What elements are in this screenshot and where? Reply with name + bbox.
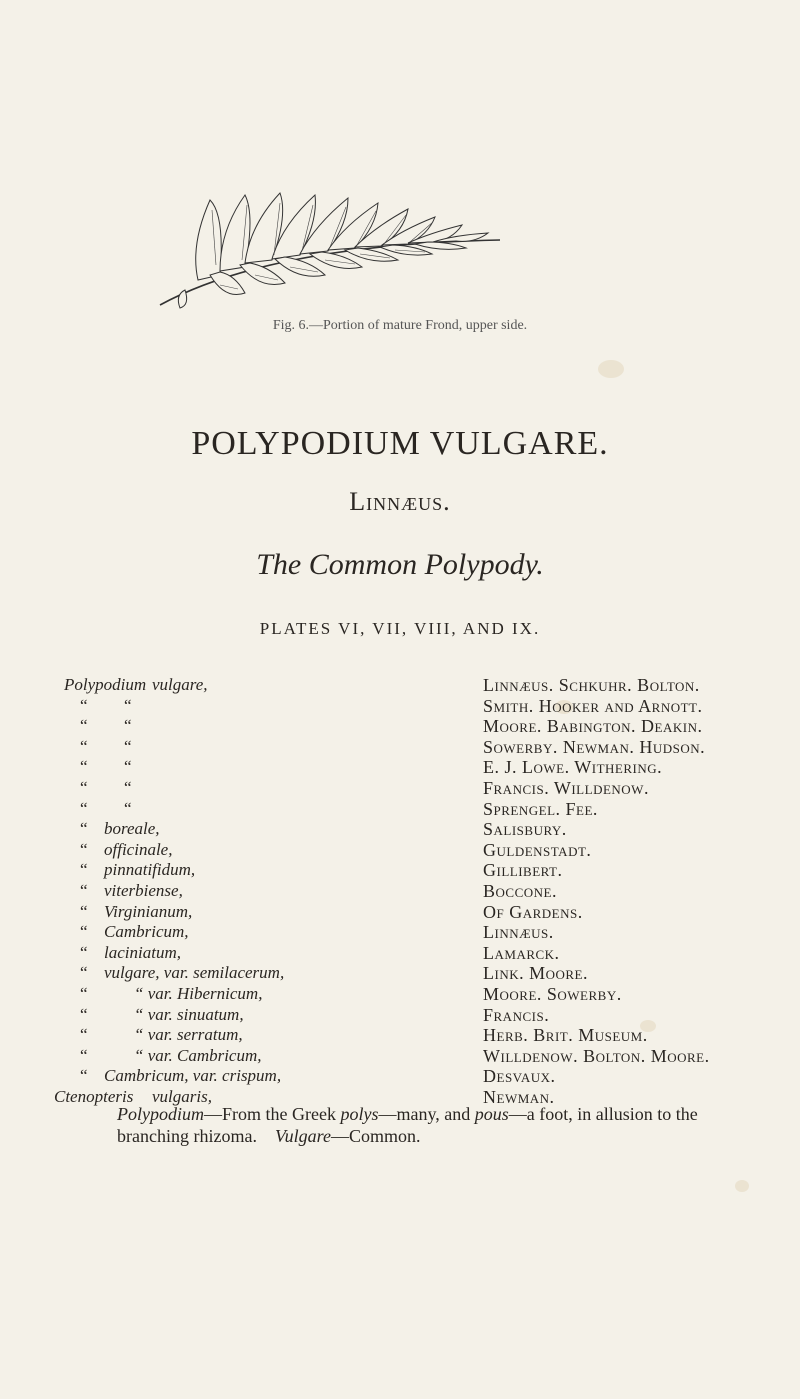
paper-stain [735,1180,749,1192]
synonym-name: boreale, [104,819,160,839]
synonym-authority: Guldenstadt. [483,839,592,860]
ditto-mark: “ [80,695,88,715]
ditto-mark: “ [80,963,88,983]
synonym-authority: Francis. Willdenow. [483,777,649,798]
synonym-row [0,757,800,778]
synonym-authority: Herb. Brit. Museum. [483,1025,648,1046]
synonym-name: viterbiense, [104,880,183,900]
synonym-table [0,675,800,1107]
synonym-genus: Ctenopteris [54,1086,134,1106]
ditto-mark: “ [80,1066,88,1086]
synonym-authority: E. J. Lowe. Withering. [483,757,663,778]
fern-frond-illustration [150,175,510,310]
etymology-term: Polypodium [117,1104,204,1124]
etymology-paragraph [117,1103,757,1147]
synonym-row [0,1025,800,1046]
synonym-authority: Desvaux. [483,1066,556,1087]
synonym-name: officinale, [104,839,173,859]
synonym-name: “ [124,757,132,777]
synonym-row [0,963,800,984]
ditto-mark: “ [80,1004,88,1024]
synonym-name: pinnatifidum, [104,860,196,880]
synonym-authority: Of Gardens. [483,901,583,922]
synonym-row [0,696,800,717]
ditto-mark: “ [80,798,88,818]
synonym-name: vulgare, var. semilacerum, [104,963,285,983]
synonym-authority: Lamarck. [483,942,560,963]
etymology-term: Vulgare [274,1126,331,1146]
paper-stain [598,360,624,378]
synonym-authority: Boccone. [483,880,557,901]
synonym-row [0,819,800,840]
synonym-row [0,860,800,881]
ditto-mark: “ [80,1045,88,1065]
ditto-mark: “ [80,716,88,736]
synonym-row [0,675,800,696]
author-name: Linnæus. [349,487,451,516]
synonym-row [0,1046,800,1067]
synonym-row [0,737,800,758]
synonym-row [0,922,800,943]
page-title: POLYPODIUM VULGARE. [191,425,609,462]
synonym-name: “ [124,736,132,756]
synonym-row [0,902,800,923]
synonym-authority: Linnæus. Schkuhr. Bolton. [483,675,700,695]
ditto-mark: “ [80,880,88,900]
synonym-authority: Link. Moore. [483,963,588,984]
synonym-row [0,943,800,964]
ditto-mark: “ [80,777,88,797]
ditto-mark: “ [80,757,88,777]
etymology-text: —From the Greek [204,1104,341,1124]
synonym-name: “ var. serratum, [134,1025,243,1045]
etymology-term: pous [474,1104,509,1124]
synonym-name: Virginianum, [104,901,193,921]
synonym-row [0,716,800,737]
synonym-name: “ var. Hibernicum, [134,983,263,1003]
synonym-authority: Moore. Sowerby. [483,983,622,1004]
synonym-row [0,881,800,902]
synonym-name: vulgaris, [152,1086,212,1106]
ditto-mark: “ [80,901,88,921]
synonym-row [0,778,800,799]
synonym-name: laciniatum, [104,942,181,962]
ditto-mark: “ [80,1025,88,1045]
ditto-mark: “ [80,942,88,962]
ditto-mark: “ [80,983,88,1003]
synonym-authority: Willdenow. Bolton. Moore. [483,1045,710,1066]
ditto-mark: “ [80,860,88,880]
ditto-mark: “ [80,839,88,859]
synonym-authority: Moore. Babington. Deakin. [483,716,703,737]
ditto-mark: “ [80,922,88,942]
synonym-authority: Sowerby. Newman. Hudson. [483,736,706,757]
synonym-name: “ [124,798,132,818]
synonym-authority: Salisbury. [483,819,567,840]
synonym-authority: Smith. Hooker and Arnott. [483,695,703,716]
synonym-row [0,1066,800,1087]
figure-caption: Fig. 6.—Portion of mature Frond, upper side. [272,318,528,333]
etymology-text: —many, and [378,1104,475,1124]
synonym-name: Cambricum, [104,922,189,942]
synonym-authority: Gillibert. [483,860,563,881]
etymology-text: —Common. [330,1126,421,1146]
synonym-name: “ [124,777,132,797]
ditto-mark: “ [80,736,88,756]
synonym-name: “ [124,716,132,736]
synonym-row [0,984,800,1005]
synonym-genus: Polypodium [64,675,147,694]
synonym-name: “ var. Cambricum, [134,1045,262,1065]
synonym-name: vulgare, [152,675,208,694]
synonym-name: Cambricum, var. crispum, [104,1066,282,1086]
ditto-mark: “ [80,819,88,839]
etymology-term: polys [340,1104,379,1124]
synonym-authority: Linnæus. [483,922,554,943]
synonym-authority: Francis. [483,1004,550,1025]
synonym-name: “ [124,695,132,715]
common-name: The Common Polypody. [256,548,544,581]
plates-reference: PLATES VI, VII, VIII, AND IX. [259,619,541,638]
synonym-authority: Sprengel. Fee. [483,798,598,819]
synonym-authority: Newman. [483,1086,555,1107]
synonym-row [0,840,800,861]
etymology-text: —a foot, in allusion to the branching rhizoma. [117,1104,698,1146]
synonym-row [0,1005,800,1026]
synonym-row [0,799,800,820]
synonym-name: “ var. sinuatum, [134,1004,244,1024]
